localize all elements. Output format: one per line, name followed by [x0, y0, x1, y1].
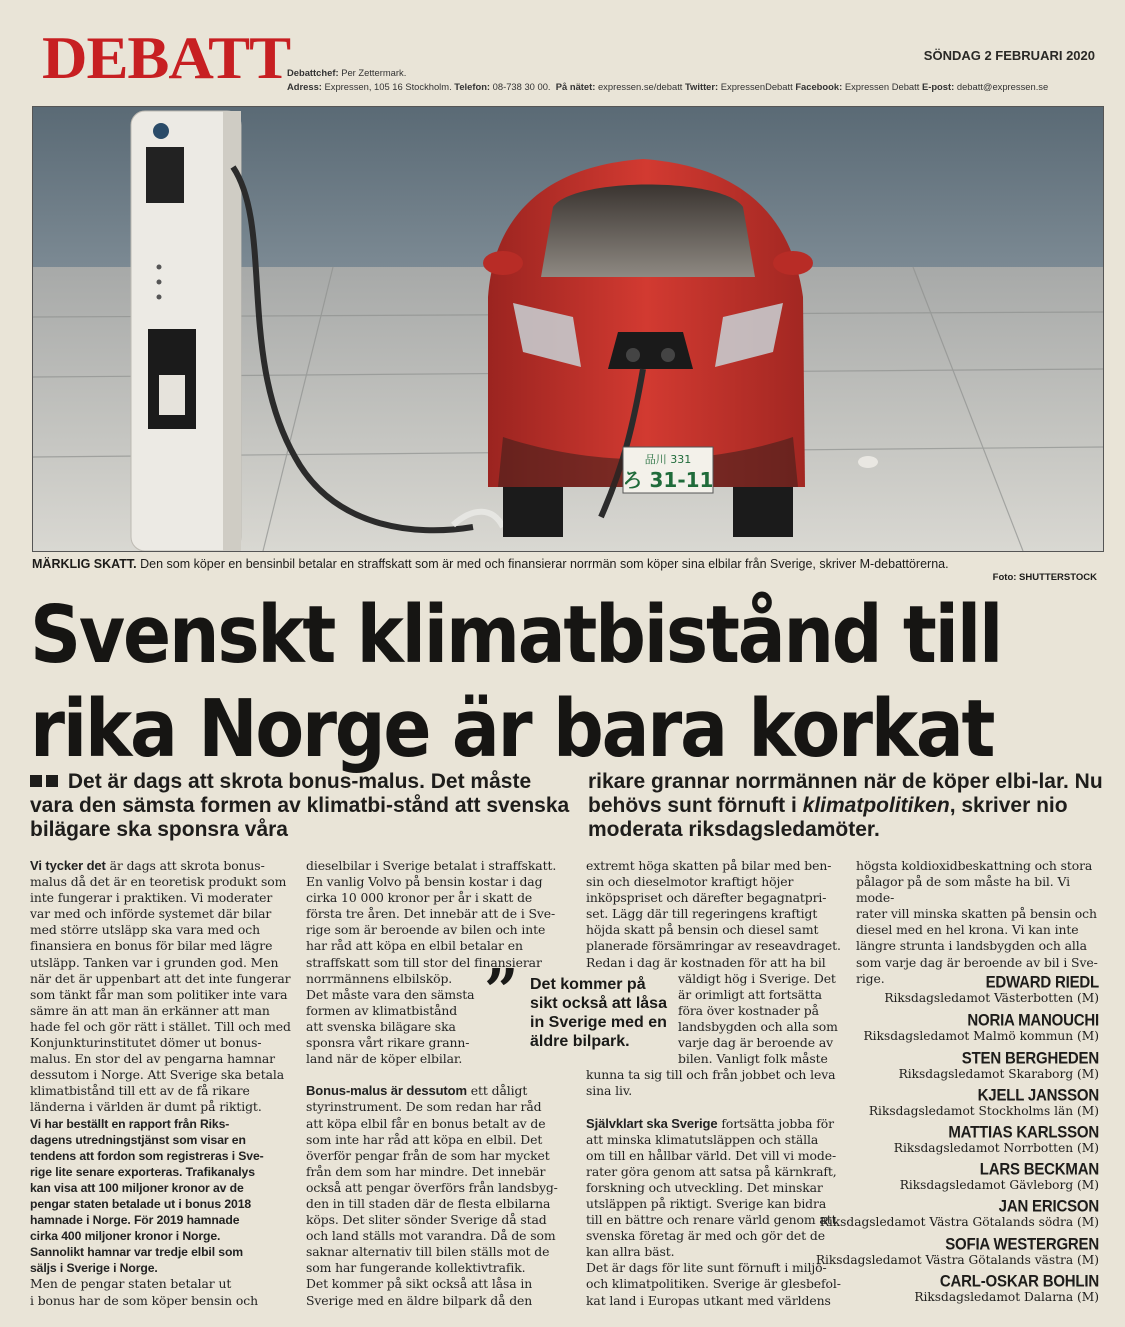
address-label: Adress:	[287, 81, 322, 92]
signer-name: MATTIAS KARLSSON	[948, 1123, 1099, 1142]
col4-paragraph-1: högsta koldioxidbeskattning och stora pålagor på de som måste ha bil. Vi mode- rater vill minska skatten på bensin och diesel med en hel krona. Vi kan inte längre strunta i landsbygden och alla som varje dag är beroende av bil i Sve- rige.	[856, 858, 1098, 986]
signer	[899, 1050, 1099, 1081]
signer-name: NORIA MANOUCHI	[967, 1011, 1099, 1030]
pullquote: Det kommer på sikt också att låsa in Sverige med en äldre bilpark.	[530, 976, 667, 1050]
web-label: På nätet:	[555, 81, 596, 92]
signer	[900, 1161, 1099, 1192]
signer-name: LARS BECKMAN	[979, 1160, 1099, 1179]
facebook-label: Facebook:	[795, 81, 843, 92]
ingress-left	[30, 770, 570, 842]
masthead-contact-info	[287, 66, 1087, 94]
col1-lead: Vi tycker det	[30, 858, 106, 873]
photo-credit: Foto: SHUTTERSTOCK	[992, 572, 1097, 583]
col1-paragraph-1: är dags att skrota bonus- malus då det är en teoretisk produkt som inte fungerar i praktiken. Vi moderater var med och införde systemet där bilar med större utsläpp ska vara med och finansiera en bonus för bilar med lägre utsläpp. Tanken var i grunden god. Men när det är uppenbart att det inte fungerar som tänkt får man som politiker inte vara sämre än att man än erkänner att man hade fel och gör rätt i stället. Till och med Konjunkturinstitutet dömer ut bonus- malus. En stor del av pengarna hamnar dessutom i Norge. Att Sverige ska betala klimatbistånd till ett av de få rikare länderna i världen är dumt på riktigt.	[30, 858, 291, 1115]
phone: 08-738 30 00.	[492, 81, 551, 92]
col3-paragraph-3: Det är dags för lite sunt förnuft i miljö- och klimatpolitiken. Sverige är glesbefol- kat land i Europas utkant med världens	[586, 1260, 841, 1308]
signer-name: SOFIA WESTERGREN	[945, 1235, 1099, 1254]
address: Expressen, 105 16 Stockholm.	[324, 81, 452, 92]
signer	[894, 1124, 1099, 1155]
headline	[30, 588, 1115, 776]
contact-line	[287, 80, 1087, 94]
ingress-right	[588, 770, 1108, 842]
signer	[820, 1198, 1099, 1229]
ingress-right-italic: klimatpolitiken	[802, 794, 950, 817]
col3-paragraph-1: extremt höga skatten på bilar med ben- sin och dieselmotor kraftigt höjer inköpspriset och därefter begagnatpri- set. Lägg där till regeringens kraftigt höjda skatt på bensin och diesel samt planerade försämringar av reseavdraget. Redan i dag är kostnaden för att ha bil	[586, 858, 841, 970]
twitter-label: Twitter:	[685, 81, 719, 92]
signer-title: Riksdagsledamot Västerbotten (M)	[884, 991, 1099, 1005]
col2-paragraph-3: Det kommer på sikt också att låsa in Sverige med en äldre bilpark då den	[306, 1276, 533, 1308]
signer-title: Riksdagsledamot Dalarna (M)	[914, 1290, 1099, 1304]
editor-line	[287, 66, 1087, 80]
headline-line-1: Svenskt klimatbistånd till	[30, 588, 1002, 681]
article-photo	[32, 106, 1104, 552]
email-label: E-post:	[921, 81, 955, 92]
plate-main-text: ろ 31-11	[622, 468, 714, 492]
body-column-3	[586, 858, 844, 1309]
ingress-left-text: Det är dags att skrota bonus-malus. Det måste vara den sämsta formen av klimatbi-stånd att svenska bilägare ska sponsra våra	[30, 770, 570, 841]
section-logo: DEBATT	[42, 25, 291, 91]
photo-caption	[32, 556, 1102, 572]
ingress-right-part2: , skriver nio moderata riksdagsledamöter.	[588, 794, 1068, 841]
body-column-2	[306, 858, 571, 1309]
signer-title: Riksdagsledamot Skaraborg (M)	[898, 1067, 1099, 1081]
caption-label: MÄRKLIG SKATT.	[32, 557, 137, 571]
signer-title: Riksdagsledamot Norrbotten (M)	[893, 1141, 1099, 1155]
col1-paragraph-3: Men de pengar staten betalar ut i bonus har de som köper bensin och	[30, 1276, 258, 1308]
editor-label: Debattchef:	[287, 67, 339, 78]
body-column-1	[30, 858, 292, 1309]
signer-title: Riksdagsledamot Västra Götalands västra (M)	[815, 1253, 1099, 1267]
signer	[816, 1236, 1099, 1267]
col3-paragraph-1c: kunna ta sig till och från jobbet och leva sina liv.	[586, 1067, 836, 1099]
col3-paragraph-2: fortsätta jobba för att minska klimatutsläppen och ställa om till en hållbar värld. Det vill vi mode- rater göra genom att satsa på kärnkraft, forskning och utveckling. Det minskar utsläppen på riktigt. Sverige kan bidra till en bättre och renare värld genom att svenska företag är med och gör det de kan allra bäst.	[586, 1115, 837, 1260]
facebook-page: Expressen Debatt	[844, 81, 920, 92]
pullquote-mark-icon: ”	[484, 957, 519, 1027]
ingress-right-part1: rikare grannar norrmännen när de köper elbi-lar. Nu behövs sunt förnuft i	[588, 770, 1103, 817]
twitter-handle: ExpressenDebatt	[720, 81, 793, 92]
phone-label: Telefon:	[454, 81, 491, 92]
signer-name: EDWARD RIEDL	[985, 973, 1099, 992]
car-charging-illustration	[33, 107, 1103, 551]
editor-name: Per Zettermark.	[341, 67, 407, 78]
issue-date: SÖNDAG 2 FEBRUARI 2020	[923, 48, 1095, 63]
signer	[884, 974, 1099, 1005]
body-column-4	[856, 858, 1106, 987]
signer-name: JAN ERICSON	[998, 1197, 1099, 1216]
signer	[914, 1273, 1099, 1304]
caption-text: Den som köper en bensinbil betalar en straffskatt som är med och finansierar norrmän som köper sina elbilar från Sverige, skriver M-debattörerna.	[140, 557, 949, 571]
signer-name: KJELL JANSSON	[977, 1086, 1099, 1105]
signer-title: Riksdagsledamot Västra Götalands södra (M)	[819, 1215, 1099, 1229]
ingress-marker-icon	[30, 775, 42, 787]
signer-title: Riksdagsledamot Malmö kommun (M)	[863, 1029, 1099, 1043]
signer-title: Riksdagsledamot Gävleborg (M)	[899, 1178, 1099, 1192]
signer-name: CARL-OSKAR BOHLIN	[939, 1272, 1099, 1291]
signer	[869, 1087, 1099, 1118]
signer-title: Riksdagsledamot Stockholms län (M)	[868, 1104, 1099, 1118]
signer	[864, 1012, 1100, 1043]
ingress-marker-icon	[46, 775, 58, 787]
col1-paragraph-2: Vi har beställt en rapport från Riks- dagens utredningstjänst som visar en tendens att fordon som registreras i Sve- rige lite senare exporteras. Trafikanalys kan visa att 100 miljoner kronor av de pengar staten betalade ut i bonus 2018 hamnade i Norge. För 2019 hamnade cirka 400 miljoner kronor i Norge. Sannolikt hamnar var tredje elbil som säljs i Sverige i Norge.	[30, 1116, 264, 1276]
headline-line-2: rika Norge är bara korkat	[30, 682, 994, 776]
col3-paragraph-1b: väldigt hög i Sverige. Det är orimligt att fortsätta föra över kostnader på landsbygden och alla som varje dag är beroende av bilen. Vanligt folk måste	[678, 970, 838, 1067]
plate-top-text: 品川 331	[644, 453, 692, 466]
col2-paragraph-2: ett dåligt styrinstrument. De som redan har råd att köpa elbil får en bonus betalt av de som inte har råd att köpa en elbil. Det överför pengar från de som har mycket från dem som har mindre. Det innebär också att pengar överförs från landsbyg- den in till staden där de flesta elbilarna köps. Det sliter sönder Sverige då stad och land ställs mot varandra. Då de som saknar alternativ till bilen ställs mot de som har fungerande kollektivtrafik.	[306, 1083, 558, 1276]
col2-lead: Bonus-malus är dessutom	[306, 1083, 467, 1099]
signer-name: STEN BERGHEDEN	[961, 1049, 1099, 1068]
email-address: debatt@expressen.se	[956, 81, 1049, 92]
col2-paragraph-1: dieselbilar i Sverige betalat i straffskatt. En vanlig Volvo på bensin kostar i dag cirka 10 000 kronor per år i skatt de första tre åren. Det innebär att de i Sve- rige som är beroende av bilen och inte har råd att köpa en elbil betalar en straffskatt som till stor del finansierar norrmännens elbilsköp. Det måste vara den sämsta formen av klimatbistånd att svenska bilägare ska sponsra vårt rikare grann- land när de köper elbilar.	[306, 858, 557, 1067]
web-link[interactable]: expressen.se/debatt	[597, 81, 683, 92]
col3-lead: Självklart ska Sverige	[586, 1115, 718, 1131]
